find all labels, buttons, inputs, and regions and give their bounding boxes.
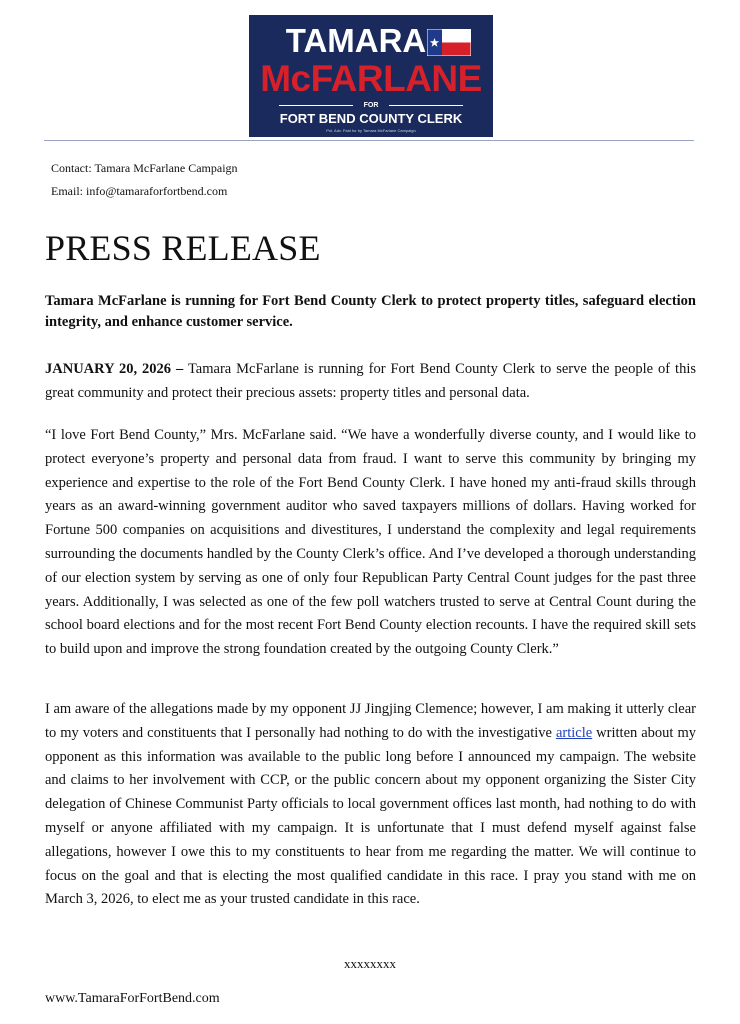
campaign-logo [249,15,493,137]
contact-line: Contact: Tamara McFarlane Campaign [51,161,238,175]
section-separator: xxxxxxxx [344,956,396,971]
paragraph-1-text: Tamara McFarlane is running for Fort Bend County Clerk to serve the people of this great community and protect their precious assets: property titles and personal data. [45,361,696,401]
paragraph-allegations [45,698,696,912]
contact-email: Email: info@tamaraforfortbend.com [51,184,228,198]
logo-first-name: TAMARA [285,22,427,59]
dateline: JANUARY 20, 2026 – [45,361,184,377]
logo-disclaimer: Pol. Adv. Paid for by Tamara McFarlane Campaign [326,128,416,133]
header-divider [44,140,694,141]
page-title: PRESS RELEASE [45,228,321,268]
logo-last-name: McFARLANE [260,58,482,99]
logo-for: FOR [363,102,379,109]
paragraph-3-before: I am aware of the allegations made by my opponent JJ Jingjing Clemence; however, I am making it utterly clear to my voters and constituents that I personally had nothing to do with the investigative [45,701,696,741]
logo-divider-right [389,105,463,106]
lead-paragraph: Tamara McFarlane is running for Fort Bend County Clerk to protect property titles, safeguard election integrity, and enhance customer service. [45,293,696,330]
paragraph-3-after: written about my opponent as this information was available to the public long before I announced my campaign. The website and claims to her involvement with CCP, or the public concern about my opponent organizing the Sister City delegation of Chinese Communist Party officials to local government offices last month, had nothing to do with myself or anyone affiliated with my campaign. It is unfortunate that I must defend myself against false allegations, however I owe this to my constituents to hear from me regarding the matter. We will continue to focus on the goal and that is electing the most qualified candidate in this race. I pray you stand with me on March 3, 2026, to elect me as your trusted candidate in this race. [45,724,696,908]
paragraph-dateline [45,358,696,406]
article-link[interactable]: article [555,724,593,741]
website-url: www.TamaraForFortBend.com [45,991,220,1006]
logo-office: FORT BEND COUNTY CLERK [279,111,463,126]
paragraph-quote: “I love Fort Bend County,” Mrs. McFarlane said. “We have a wonderfully diverse county, and I would like to protect everyone’s property and personal data from fraud. I want to serve this community by bringing my experience and expertise to the role of the Fort Bend County Clerk. I have honed my anti-fraud skills through years as an award-winning government auditor who saved taxpayers millions of dollars. Having worked for Fortune 500 companies on acquisitions and divestitures, I understand the complexity and legal requirements surrounding the documents handled by the County Clerk’s office. And I’ve developed a thorough understanding of our election system by serving as one of only four Republican Party Central Count judges for the past three years. Additionally, I was selected as one of the few poll watchers trusted to serve at Central Count during the school board elections and for the most recent Fort Bend County election recounts. I have the required skill sets to build upon and improve the strong foundation created by the outgoing County Clerk.” [45,427,696,658]
texas-flag-icon [427,29,471,56]
